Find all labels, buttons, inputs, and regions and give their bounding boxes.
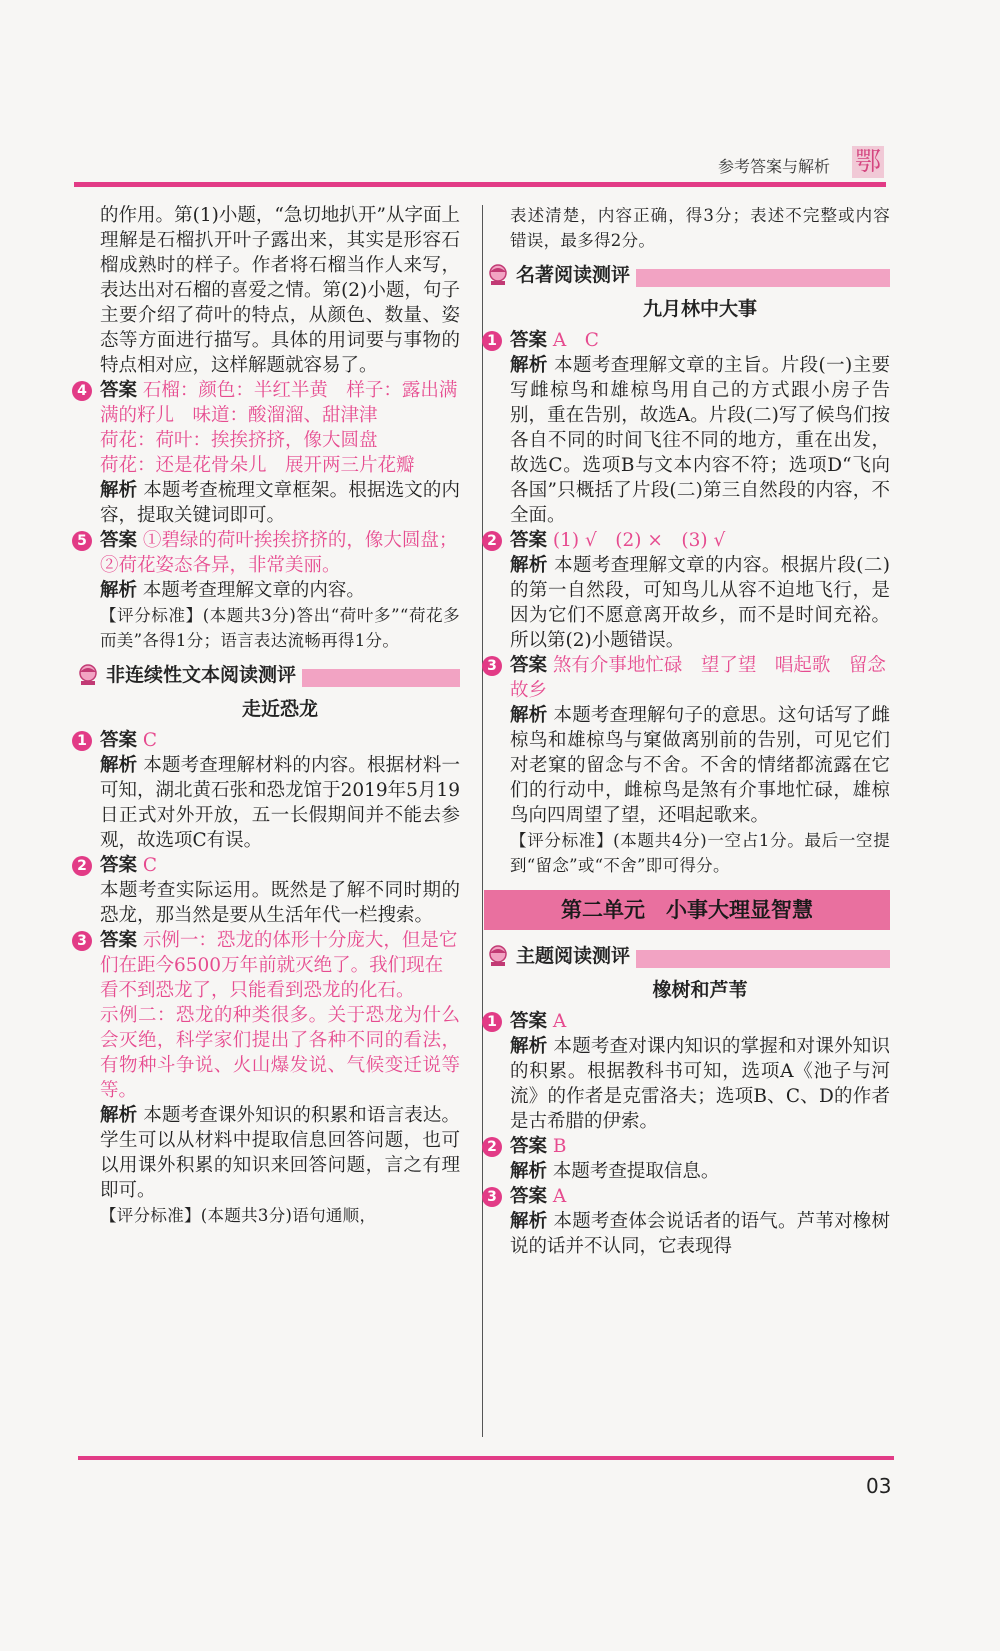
answer-text: ①碧绿的荷叶挨挨挤挤的，像大圆盘；②荷花姿态各异，非常美丽。 [100, 530, 458, 576]
section-subtitle: 走近恐龙 [241, 698, 318, 720]
answer-text: 示例一：恐龙的体形十分庞大，但是它们在距今6500万年前就灭绝了。我们现在看不到恐龙了，只能看到恐龙的化石。 [100, 930, 458, 1001]
analysis-label: 解析 [100, 1105, 138, 1126]
analysis-label: 解析 [100, 480, 138, 501]
intro-paragraph: 的作用。第(1)小题，“急切地扒开”从字面上理解是石榴扒开叶子露出来，其实是形容石榴成熟时的样子。作者将石榴当作人来写，表达出对石榴的喜爱之情。第(2)小题，句子主要介绍了荷叶的特点，从颜色、数量、姿态等方面进行描写。具体的用词要与事物的特点相对应，这样解题就容易了。 [100, 205, 460, 376]
answer-text: 示例二：恐龙的种类很多。关于恐龙为什么会灭绝，科学家们提出了各种不同的看法，有物种斗争说、火山爆发说、气候变迁说等等。 [100, 1005, 460, 1101]
r-question-2 [487, 528, 890, 553]
answer-text: 荷花：还是花骨朵儿 展开两三片花瓣 [100, 455, 415, 476]
section-title: 名著阅读测评 [516, 263, 636, 288]
reader-head-icon [76, 663, 100, 687]
analysis-text: 本题考查理解材料的内容。根据材料一可知，湖北黄石张和恐龙馆于2019年5月19日正式对外开放，五一长假期间并不能去参观，故选项C有误。 [100, 755, 460, 851]
analysis [100, 753, 460, 853]
answer-label: 答案 [100, 930, 138, 951]
section-header [76, 661, 460, 693]
answer-text: (1) √ (2) × (3) √ [552, 530, 726, 551]
analysis-text: 本题考查实际运用。既然是了解不同时期的恐龙，那当然是要从生活年代一栏搜索。 [100, 880, 460, 926]
answer-text: 石榴：颜色：半红半黄 样子：露出满满的籽儿 味道：酸溜溜、甜津津 [100, 380, 458, 426]
analysis-label: 解析 [100, 580, 138, 601]
answer-label: 答案 [510, 330, 548, 351]
question-5 [77, 528, 460, 578]
question-number: 2 [72, 856, 92, 876]
question-number: 3 [482, 1187, 502, 1207]
scoring-standard: 【评分标准】(本题共3分)语句通顺， [100, 1206, 377, 1225]
scoring-standard: 【评分标准】(本题共4分)一空占1分。最后一空提到“留念”或“不舍”即可得分。 [510, 831, 890, 875]
analysis-text: 本题考查课外知识的积累和语言表达。学生可以从材料中提取信息回答问题，也可以用课外积累的知识来回答问题，言之有理即可。 [100, 1105, 460, 1201]
r-question-3 [487, 653, 890, 703]
left-column [77, 203, 460, 1228]
page-number: 03 [866, 1474, 892, 1498]
answer-label: 答案 [100, 530, 138, 551]
section-question-3 [77, 928, 460, 1003]
question-number: 1 [482, 331, 502, 351]
answer-text: A C [552, 330, 599, 351]
answer-label: 答案 [510, 655, 548, 676]
analysis-label: 解析 [510, 555, 548, 576]
analysis [510, 1159, 890, 1184]
question-4 [77, 378, 460, 428]
t-question-2 [487, 1134, 890, 1159]
section-title: 主题阅读测评 [516, 944, 636, 969]
question-number: 4 [72, 381, 92, 401]
analysis-text: 本题考查对课内知识的掌握和对课外知识的积累。根据教科书可知，选项A《池子与河流》的作者是克雷洛夫；选项B、C、D的作者是古希腊的伊索。 [510, 1036, 890, 1132]
section-bar [606, 950, 890, 968]
right-column [487, 203, 890, 1259]
answer-text: A [552, 1011, 567, 1032]
answer-text: 荷花：荷叶：挨挨挤挤，像大圆盘 [100, 430, 378, 451]
question-number: 2 [482, 1137, 502, 1157]
section-question-2 [77, 853, 460, 878]
header-badge: 鄂 [852, 146, 884, 178]
bottom-rule [78, 1456, 894, 1460]
answer-label: 答案 [510, 1136, 548, 1157]
reader-head-icon [486, 263, 510, 287]
analysis-text: 本题考查理解文章的内容。 [142, 580, 365, 601]
section-subtitle: 橡树和芦苇 [652, 979, 748, 1001]
analysis-label: 解析 [510, 1036, 548, 1057]
answer-text: A [552, 1186, 567, 1207]
answer-label: 答案 [100, 380, 138, 401]
r-question-1 [487, 328, 890, 353]
section-header [486, 942, 890, 974]
analysis-text: 本题考查梳理文章框架。根据选文的内容，提取关键词即可。 [100, 480, 460, 526]
analysis [510, 703, 890, 828]
section-bar [606, 269, 890, 287]
answer-label: 答案 [100, 855, 138, 876]
question-number: 3 [72, 931, 92, 951]
unit-banner: 第二单元 小事大理显智慧 [484, 890, 890, 930]
analysis [100, 1103, 460, 1203]
analysis [510, 1034, 890, 1134]
analysis-label: 解析 [100, 755, 138, 776]
analysis-text: 本题考查体会说话者的语气。芦苇对橡树说的话并不认同，它表现得 [510, 1211, 890, 1257]
question-number: 1 [72, 731, 92, 751]
answer-label: 答案 [510, 1186, 548, 1207]
scoring-standard: 【评分标准】(本题共3分)答出“荷叶多”“荷花多而美”各得1分；语言表达流畅再得1分。 [100, 606, 460, 650]
analysis-label: 解析 [510, 1211, 548, 1232]
analysis-text: 本题考查理解文章的主旨。片段(一)主要写雌椋鸟和雄椋鸟用自己的方式跟小房子告别，重在告别，故选A。片段(二)写了候鸟们按各自不同的时间飞往不同的地方，重在出发，故选C。选项B与文本内容不符；选项D“飞向各国”只概括了片段(二)第三自然段的内容，不全面。 [510, 355, 890, 526]
reader-head-icon [486, 944, 510, 968]
answer-label: 答案 [100, 730, 138, 751]
answer-text: 煞有介事地忙碌 望了望 唱起歌 留念故乡 [510, 655, 886, 701]
analysis [510, 553, 890, 653]
answer-text: C [142, 730, 158, 751]
t-question-1 [487, 1009, 890, 1034]
column-divider [482, 205, 483, 1437]
section-title: 非连续性文本阅读测评 [106, 663, 302, 688]
question-number: 3 [482, 656, 502, 676]
analysis [100, 478, 460, 528]
section-subtitle: 九月林中大事 [642, 298, 757, 320]
answer-text: C [142, 855, 158, 876]
analysis-label: 解析 [510, 705, 548, 726]
answer-text: B [552, 1136, 567, 1157]
t-question-3 [487, 1184, 890, 1209]
analysis [100, 578, 460, 603]
answer-label: 答案 [510, 1011, 548, 1032]
analysis [510, 353, 890, 528]
question-number: 5 [72, 531, 92, 551]
analysis-text: 本题考查提取信息。 [552, 1161, 720, 1182]
analysis-text: 本题考查理解文章的内容。根据片段(二)的第一自然段，可知鸟儿从容不迫地飞行，是因为它们不愿意离开故乡，而不是时间充裕。所以第(2)小题错误。 [510, 555, 890, 651]
header-label: 参考答案与解析 [718, 157, 831, 176]
question-number: 1 [482, 1012, 502, 1032]
section-header [486, 261, 890, 293]
question-number: 2 [482, 531, 502, 551]
analysis [510, 1209, 890, 1259]
analysis-label: 解析 [510, 355, 548, 376]
answer-label: 答案 [510, 530, 548, 551]
analysis-text: 本题考查理解句子的意思。这句话写了雌椋鸟和雄椋鸟与窠做离别前的告别，可见它们对老窠的留念与不舍。不舍的情绪都流露在它们的行动中，雌椋鸟是煞有介事地忙碌，雄椋鸟向四周望了望，还唱起歌来。 [510, 705, 890, 826]
section-question-1 [77, 728, 460, 753]
analysis-label: 解析 [510, 1161, 548, 1182]
scoring-standard-continued: 表述清楚，内容正确，得3分；表述不完整或内容错误，最多得2分。 [510, 206, 890, 250]
top-rule [74, 182, 886, 187]
